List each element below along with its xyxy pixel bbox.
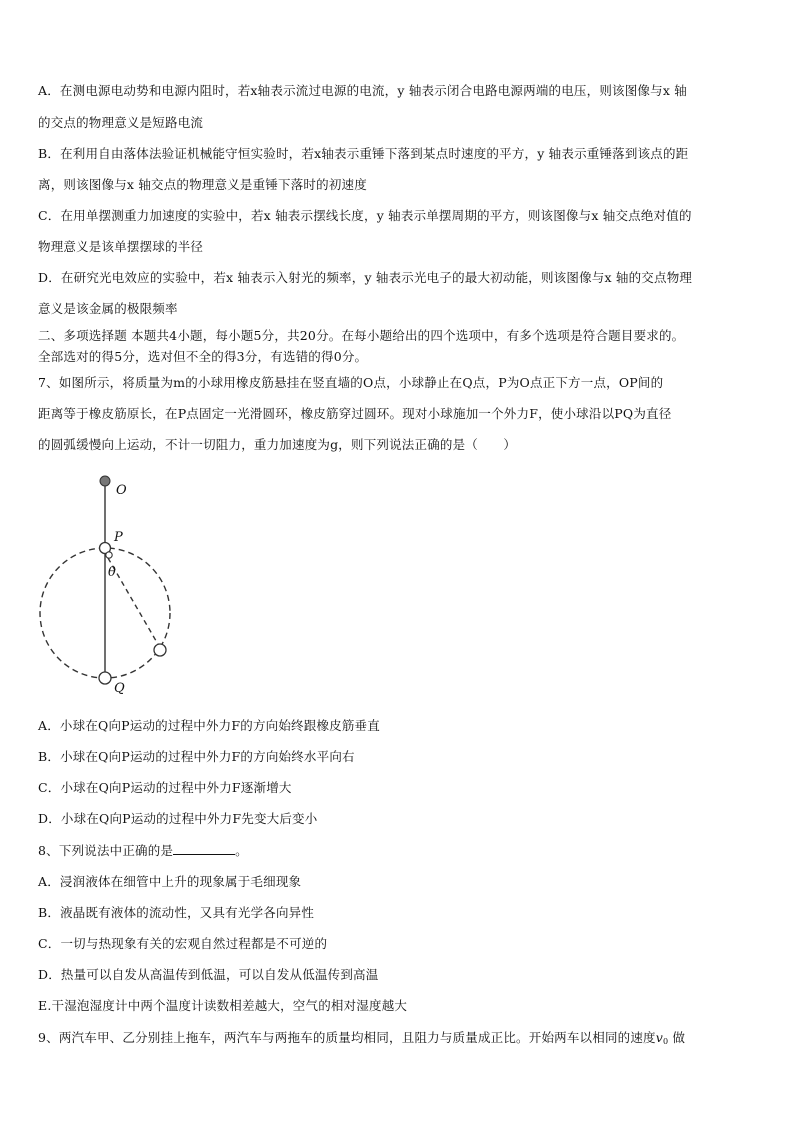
q9-stem [38,1030,760,1050]
q9-stem-text: 9、两汽车甲、乙分别挂上拖车，两汽车与两拖车的质量均相同，且阻力与质量成正比。开始两车以相同的速度 [38,1030,656,1045]
q7-diagram [30,470,190,700]
q8-stem-text: 8、下列说法中正确的是 [38,843,174,858]
option-c-line-1: C．在用单摆测重力加速度的实验中，若x 轴表示摆线长度，y 轴表示单摆周期的平方，则该图像与x 轴交点绝对值的 [38,208,692,223]
q7-option-b: B．小球在Q向P运动的过程中外力F的方向始终水平向右 [38,749,355,764]
q7-option-c: C．小球在Q向P运动的过程中外力F逐渐增大 [38,780,292,795]
q8-option-b: B．液晶既有液体的流动性，又具有光学各向异性 [38,905,315,920]
q8-option-e: E.干湿泡湿度计中两个温度计读数相差越大，空气的相对湿度越大 [38,998,408,1013]
q7-option-d: D．小球在Q向P运动的过程中外力F先变大后变小 [38,811,318,826]
q9-velocity-sub: 0 [663,1037,669,1046]
q8-stem [38,843,760,859]
section-heading: 二、多项选择题 本题共4小题，每小题5分，共20分。在每小题给出的四个选项中，有多个选项是符合题目要求的。 [38,328,685,343]
label-q: Q [114,681,125,696]
section-instructions: 全部选对的得5分，选对但不全的得3分，有选错的得0分。 [38,349,368,364]
label-theta: θ [108,565,116,580]
option-d-line-2: 意义是该金属的极限频率 [38,301,178,316]
option-a-line-2: 的交点的物理意义是短路电流 [38,115,204,130]
label-o: O [116,483,127,498]
answer-blank [173,843,235,855]
point-o [100,476,110,486]
q8-option-c: C．一切与热现象有关的宏观自然过程都是不可逆的 [38,936,328,951]
q8-stem-end: 。 [235,843,248,858]
point-q [99,672,111,684]
q9-velocity-var: v [655,1030,664,1045]
q8-option-d: D．热量可以自发从高温传到低温，可以自发从低温传到高温 [38,967,379,982]
option-c-line-2: 物理意义是该单摆摆球的半径 [38,239,204,254]
option-b-line-1: B．在利用自由落体法验证机械能守恒实验时，若x轴表示重锤下落到某点时速度的平方，y 轴表示重锤落到该点的距 [38,146,689,161]
q7-option-a: A．小球在Q向P运动的过程中外力F的方向始终跟橡皮筋垂直 [38,718,380,733]
q9-stem-tail: 做 [668,1030,686,1045]
q7-stem-line-2: 距离等于橡皮筋原长，在P点固定一光滑圆环，橡皮筋穿过圆环。现对小球施加一个外力F，使小球沿以PQ为直径 [38,406,672,421]
label-p: P [114,530,123,545]
option-a-line-1: A．在测电源电动势和电源内阻时，若x轴表示流过电源的电流，y 轴表示闭合电路电源两端的电压，则该图像与x 轴 [38,83,687,98]
q7-stem-line-1: 7、如图所示，将质量为m的小球用橡皮筋悬挂在竖直墙的O点，小球静止在Q点，P为O点正下方一点，OP间的 [38,375,664,390]
option-b-line-2: 离，则该图像与x 轴交点的物理意义是重锤下落时的初速度 [38,177,367,192]
q8-option-a: A．浸润液体在细管中上升的现象属于毛细现象 [38,874,302,889]
pivot-small [106,552,112,558]
option-d-line-1: D．在研究光电效应的实验中，若x 轴表示入射光的频率，y 轴表示光电子的最大初动能，则该图像与x 轴的交点物理 [38,270,693,285]
q7-stem-line-3: 的圆弧缓慢向上运动，不计一切阻力，重力加速度为g，则下列说法正确的是（ ） [38,437,517,452]
ball [154,644,166,656]
